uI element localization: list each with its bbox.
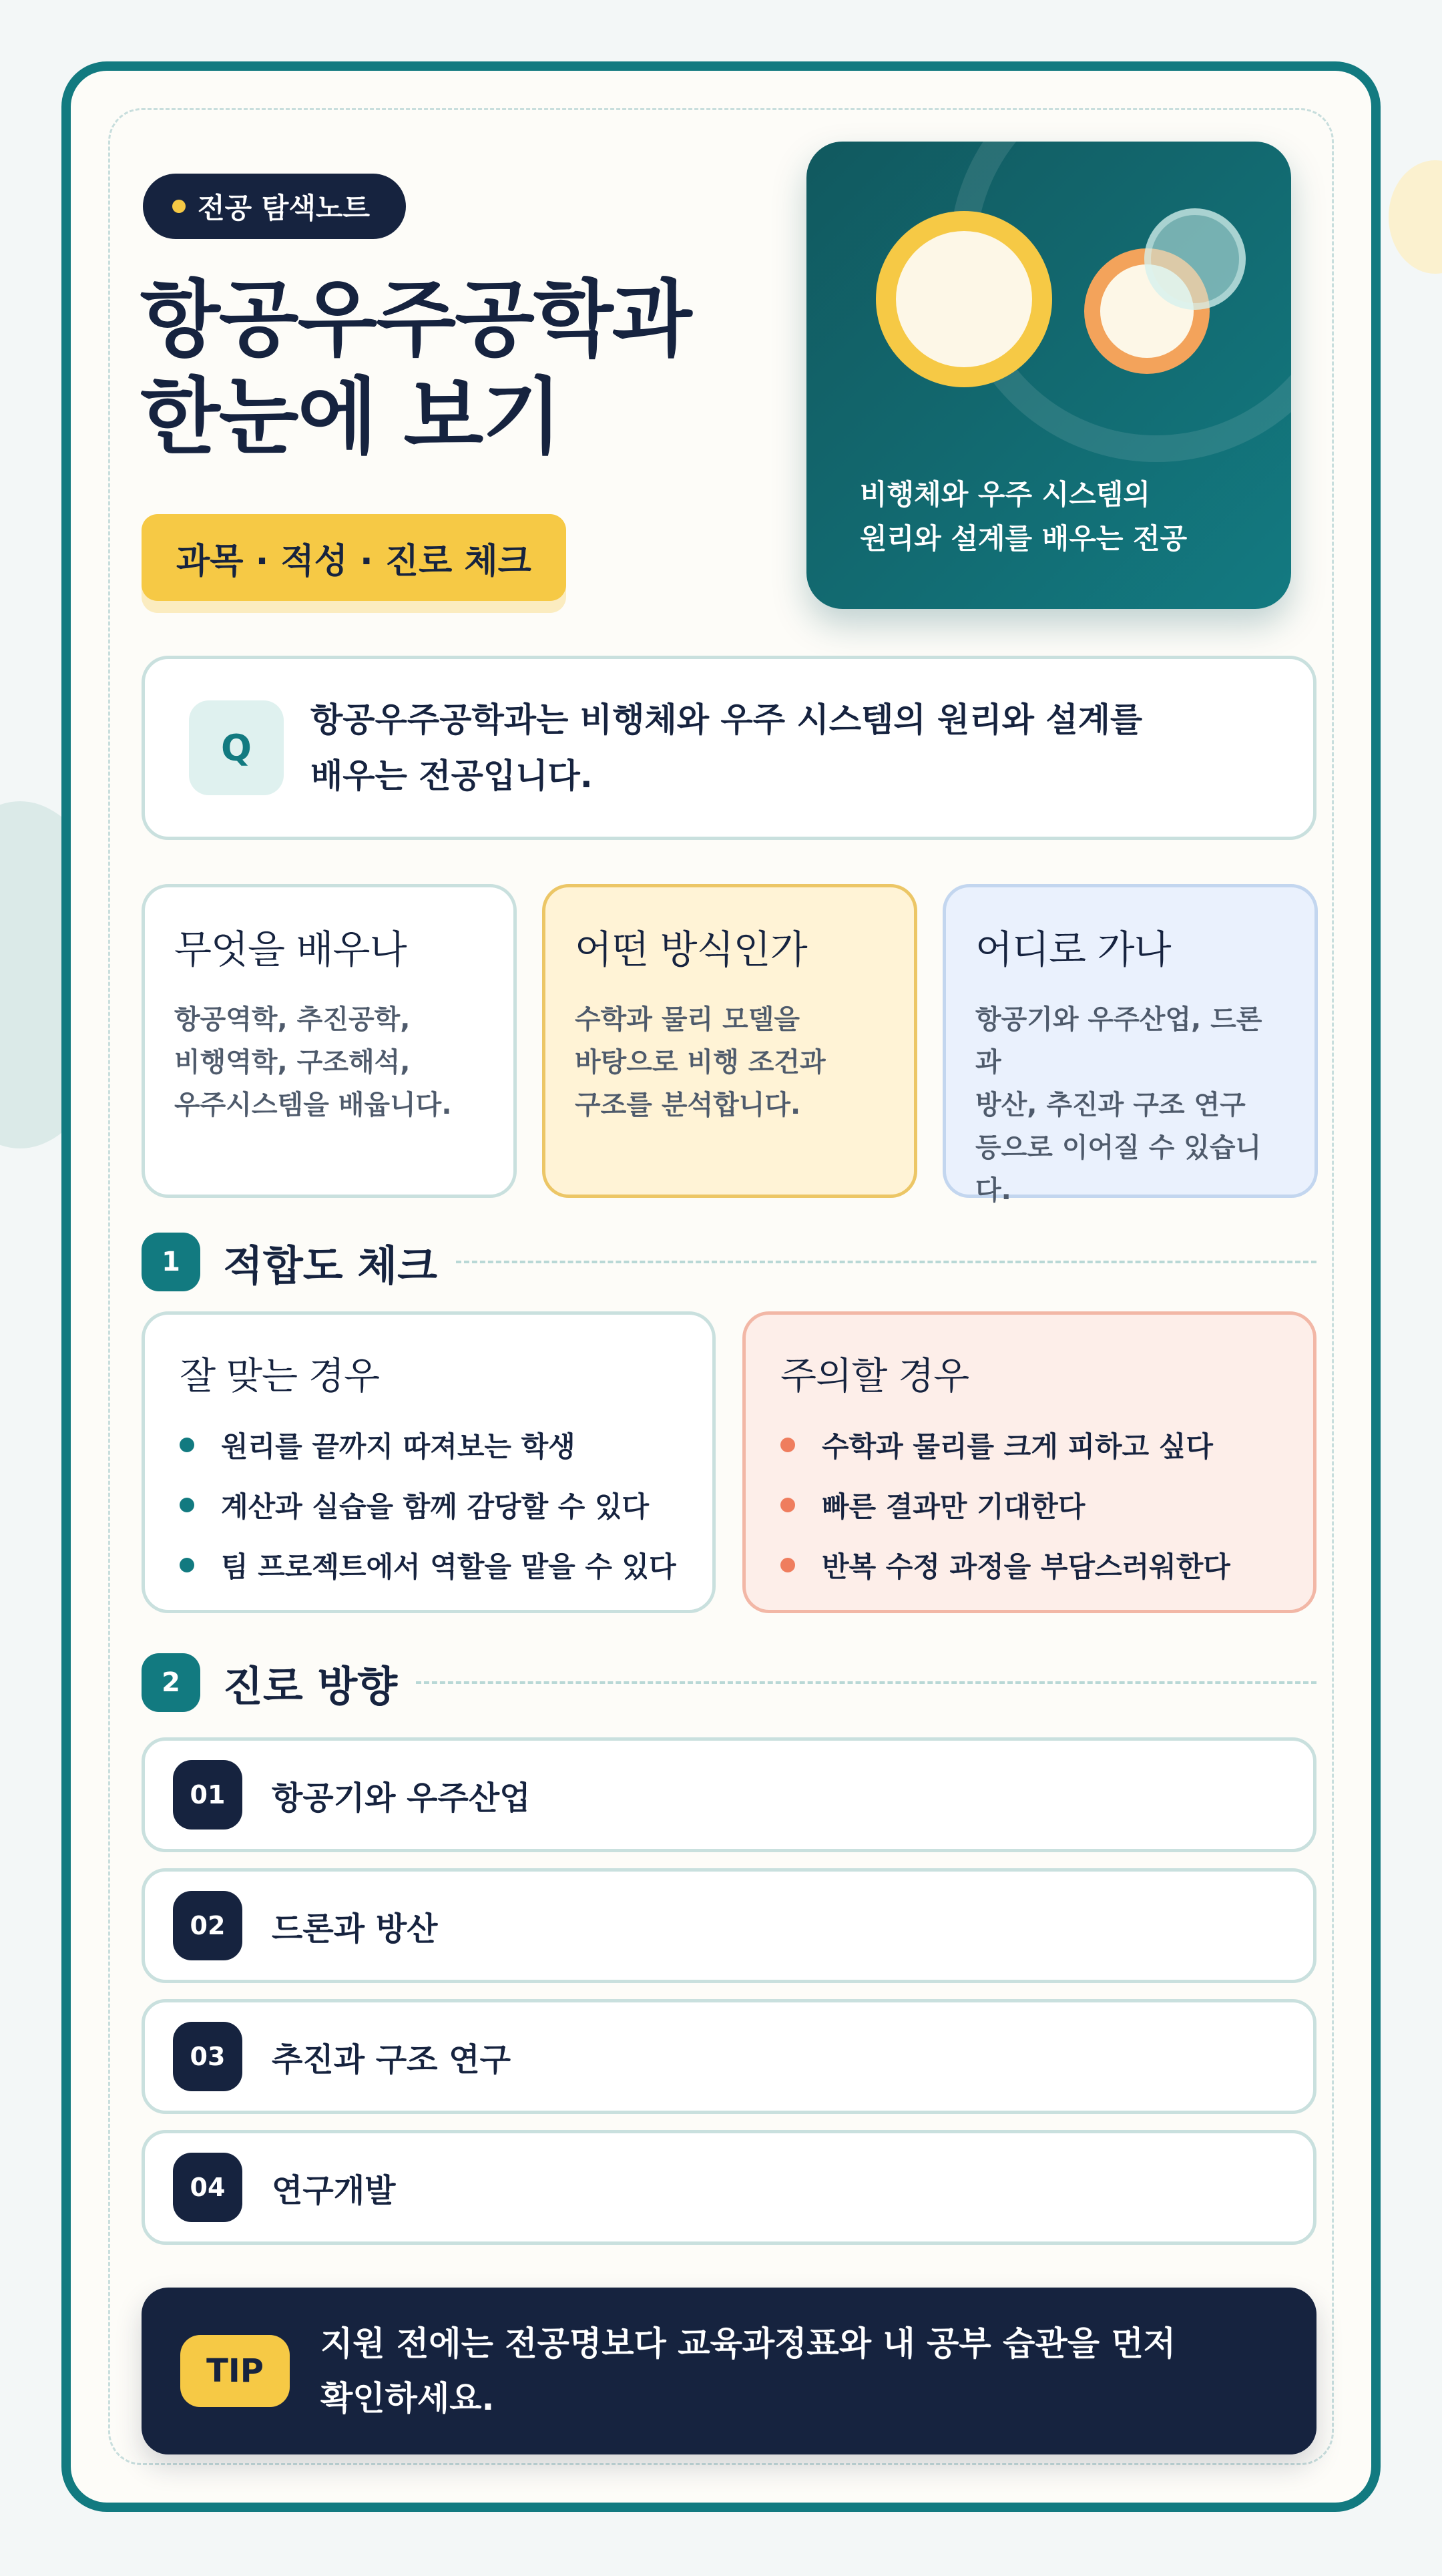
- section-number: 1: [142, 1233, 200, 1291]
- bullet-icon: [180, 1558, 194, 1572]
- planet-icon: [876, 211, 1052, 387]
- card-text: 항공역학, 추진공학, 비행역학, 구조해석, 우주시스템을 배웁니다.: [174, 1004, 452, 1120]
- tip-badge: TIP: [180, 2335, 290, 2407]
- section-header-career: [142, 1653, 1316, 1712]
- career-number: 04: [173, 2153, 242, 2222]
- career-label: 연구개발: [272, 2171, 396, 2209]
- bullet-icon: [780, 1438, 795, 1452]
- question-text: 항공우주공학과는 비행체와 우주 시스템의 원리와 설계를 배우는 전공입니다.: [310, 700, 1143, 795]
- hero-card: [806, 142, 1291, 609]
- section-header-fit: [142, 1233, 1316, 1291]
- bubble-icon: [1144, 208, 1246, 310]
- list-item: 반복 수정 과정을 부담스러워한다: [780, 1535, 1278, 1595]
- section-title: 진로 방향: [223, 1661, 398, 1711]
- info-card-method: [542, 884, 917, 1198]
- dot-icon: [172, 200, 186, 213]
- career-number: 01: [173, 1760, 242, 1830]
- list-item: 원리를 끝까지 따져보는 학생: [180, 1415, 678, 1475]
- list-item: 계산과 실습을 함께 감당할 수 있다: [180, 1475, 678, 1535]
- question-icon: Q: [189, 700, 284, 795]
- career-row: [142, 2130, 1316, 2245]
- info-card-learn: [142, 884, 517, 1198]
- subtitle-badge: [142, 514, 566, 601]
- fit-warn-title: 주의할 경우: [780, 1355, 969, 1398]
- tip-text: 지원 전에는 전공명보다 교육과정표와 내 공부 습관을 먼저 확인하세요.: [320, 2324, 1176, 2418]
- bullet-icon: [780, 1498, 795, 1512]
- card-title: 어떤 방식인가: [575, 927, 807, 972]
- hero-caption: 비행체와 우주 시스템의 원리와 설계를 배우는 전공: [860, 478, 1188, 555]
- fit-good-title: 잘 맞는 경우: [180, 1355, 380, 1398]
- list-item: 빠른 결과만 기대한다: [780, 1475, 1278, 1535]
- bullet-icon: [180, 1438, 194, 1452]
- card-text: 항공기와 우주산업, 드론과 방산, 추진과 구조 연구 등으로 이어질 수 있습니다.: [975, 1004, 1262, 1206]
- bullet-icon: [780, 1558, 795, 1572]
- career-label: 드론과 방산: [272, 1910, 438, 1948]
- career-row: [142, 1868, 1316, 1983]
- career-number: 03: [173, 2022, 242, 2091]
- category-pill: [143, 174, 406, 239]
- fit-good-card: [142, 1311, 716, 1613]
- career-row: [142, 1999, 1316, 2114]
- section-divider: [456, 1261, 1316, 1263]
- career-number: 02: [173, 1891, 242, 1960]
- card-title: 어디로 가나: [975, 927, 1171, 972]
- subtitle-label: 과목 · 적성 · 진로 체크: [142, 514, 566, 601]
- tip-banner: [142, 2288, 1316, 2454]
- career-label: 추진과 구조 연구: [272, 2041, 511, 2079]
- page-title: 항공우주공학과 한눈에 보기: [140, 272, 691, 465]
- section-title: 적합도 체크: [223, 1241, 438, 1290]
- list-item: 팀 프로젝트에서 역할을 맡을 수 있다: [180, 1535, 678, 1595]
- infographic-frame: [61, 61, 1381, 2512]
- question-box: [142, 656, 1316, 840]
- list-item: 수학과 물리를 크게 피하고 싶다: [780, 1415, 1278, 1475]
- section-divider: [416, 1681, 1316, 1684]
- background-blob: [1389, 160, 1442, 274]
- category-pill-label: 전공 탐색노트: [198, 192, 371, 224]
- career-row: [142, 1737, 1316, 1852]
- fit-warn-card: [742, 1311, 1316, 1613]
- card-text: 수학과 물리 모델을 바탕으로 비행 조건과 구조를 분석합니다.: [575, 1004, 826, 1120]
- card-title: 무엇을 배우나: [174, 927, 407, 972]
- career-label: 항공기와 우주산업: [272, 1779, 531, 1817]
- info-card-career: [943, 884, 1318, 1206]
- section-number: 2: [142, 1653, 200, 1712]
- bullet-icon: [180, 1498, 194, 1512]
